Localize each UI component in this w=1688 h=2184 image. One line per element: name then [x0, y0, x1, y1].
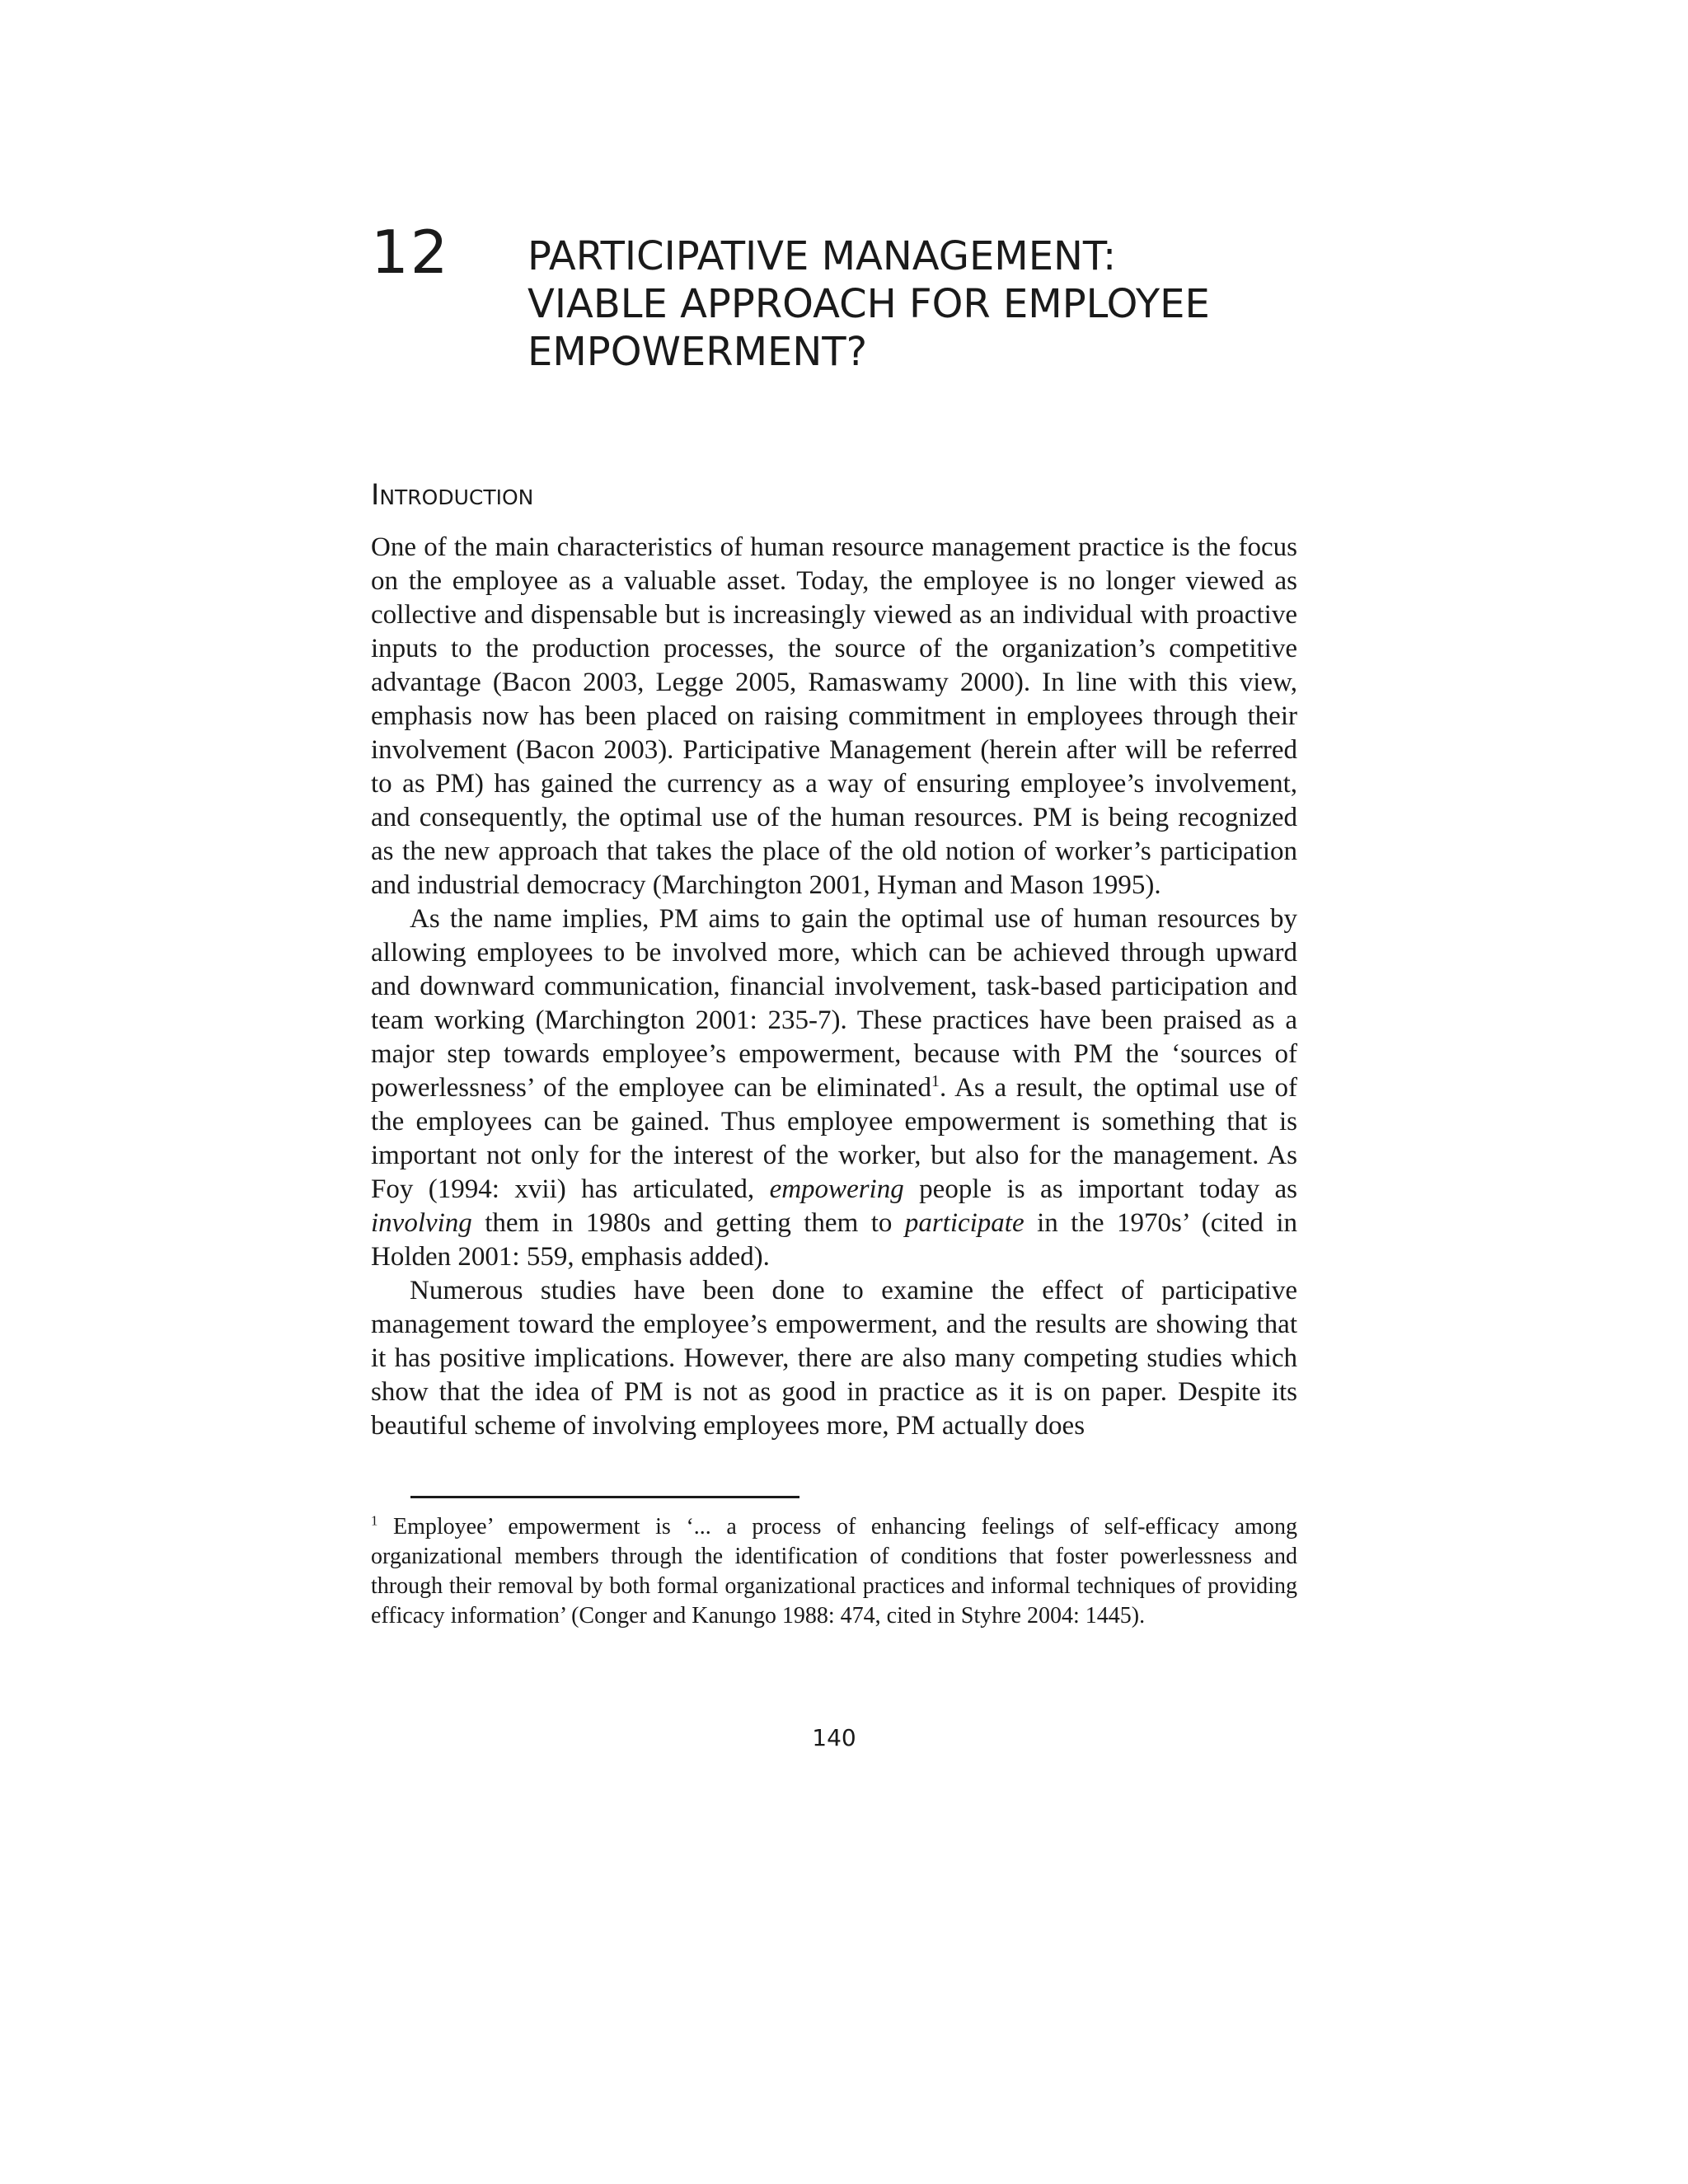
- emphasis-text: empowering: [769, 1174, 904, 1204]
- chapter-title-line: EMPOWERMENT?: [528, 329, 868, 375]
- footnote-text: Employee’ empowerment is ‘... a process of enhancing feelings of self-efficacy among organizational members through the identification of conditions that foster powerlessness and through their removal by both formal organizational practices and informal techniques of providing efficacy information’ (Conger and Kanungo 1988: 474, cited in Styhre 2004: 1445).: [371, 1514, 1297, 1629]
- paragraph: One of the main characteristics of human resource management practice is the focus on the employee as a valuable asset. Today, the employee is no longer viewed as collective and dispensable but is increasingly viewed as an individual with proactive inputs to the production processes, the source of the organization’s competitive advantage (Bacon 2003, Legge 2005, Ramaswamy 2000). In line with this view, emphasis now has been placed on raising commitment in employees through their involvement (Bacon 2003). Participative Management (herein after will be referred to as PM) has gained the currency as a way of ensuring employee’s involvement, and consequently, the optimal use of the human resources. PM is being recognized as the new approach that takes the place of the old notion of worker’s participation and industrial democracy (Marchington 2001, Hyman and Mason 1995).: [371, 532, 1297, 900]
- paragraph: [371, 902, 1297, 1274]
- paragraph-text: As the name implies, PM aims to gain the optimal use of human resources by allowing employees to be involved more, which can be achieved through upward and downward communication, financial involvement, task-based participation and team working (Marchington 2001: 235-7). These practices have been praised as a major step towards employee’s empowerment, because with PM the ‘sources of powerlessness’ of the employee can be eliminated: [371, 904, 1297, 1103]
- emphasis-text: involving: [371, 1208, 472, 1238]
- chapter-title: [528, 232, 1269, 376]
- paragraph: Numerous studies have been done to examine the effect of participative management toward the employee’s empowerment, and the results are showing that it has positive implications. However, there are also many competing studies which show that the idea of PM is not as good in practice as it is on paper. Despite its beautiful scheme of involving employees more, PM actually does: [371, 1276, 1297, 1441]
- footnote-mark: 1: [371, 1512, 378, 1529]
- page-number: 140: [812, 1724, 856, 1751]
- emphasis-text: participate: [904, 1208, 1025, 1238]
- footnote-reference[interactable]: 1: [931, 1072, 940, 1090]
- chapter-title-line: PARTICIPATIVE MANAGEMENT:: [528, 233, 1117, 279]
- paragraph-text: people is as important today as: [903, 1174, 1298, 1204]
- footnote-divider: [410, 1496, 799, 1498]
- paragraph-text: . As a result, the optimal use of the employees can be gained. Thus employee empowerment is something that is important not only for the interest of the worker, but also for the management. As Foy (1994: xvii) has articulated,: [371, 1073, 1297, 1204]
- paragraph-text: them in 1980s and getting them to: [471, 1208, 905, 1238]
- paragraph-text: in the 1970s’ (cited in Holden 2001: 559, emphasis added).: [371, 1208, 1297, 1272]
- footnote: [371, 1512, 1297, 1631]
- body-text: [371, 531, 1297, 1443]
- chapter-title-line: VIABLE APPROACH FOR EMPLOYEE: [528, 281, 1210, 327]
- chapter-number: 12: [371, 218, 450, 287]
- section-heading: Introduction: [371, 479, 534, 512]
